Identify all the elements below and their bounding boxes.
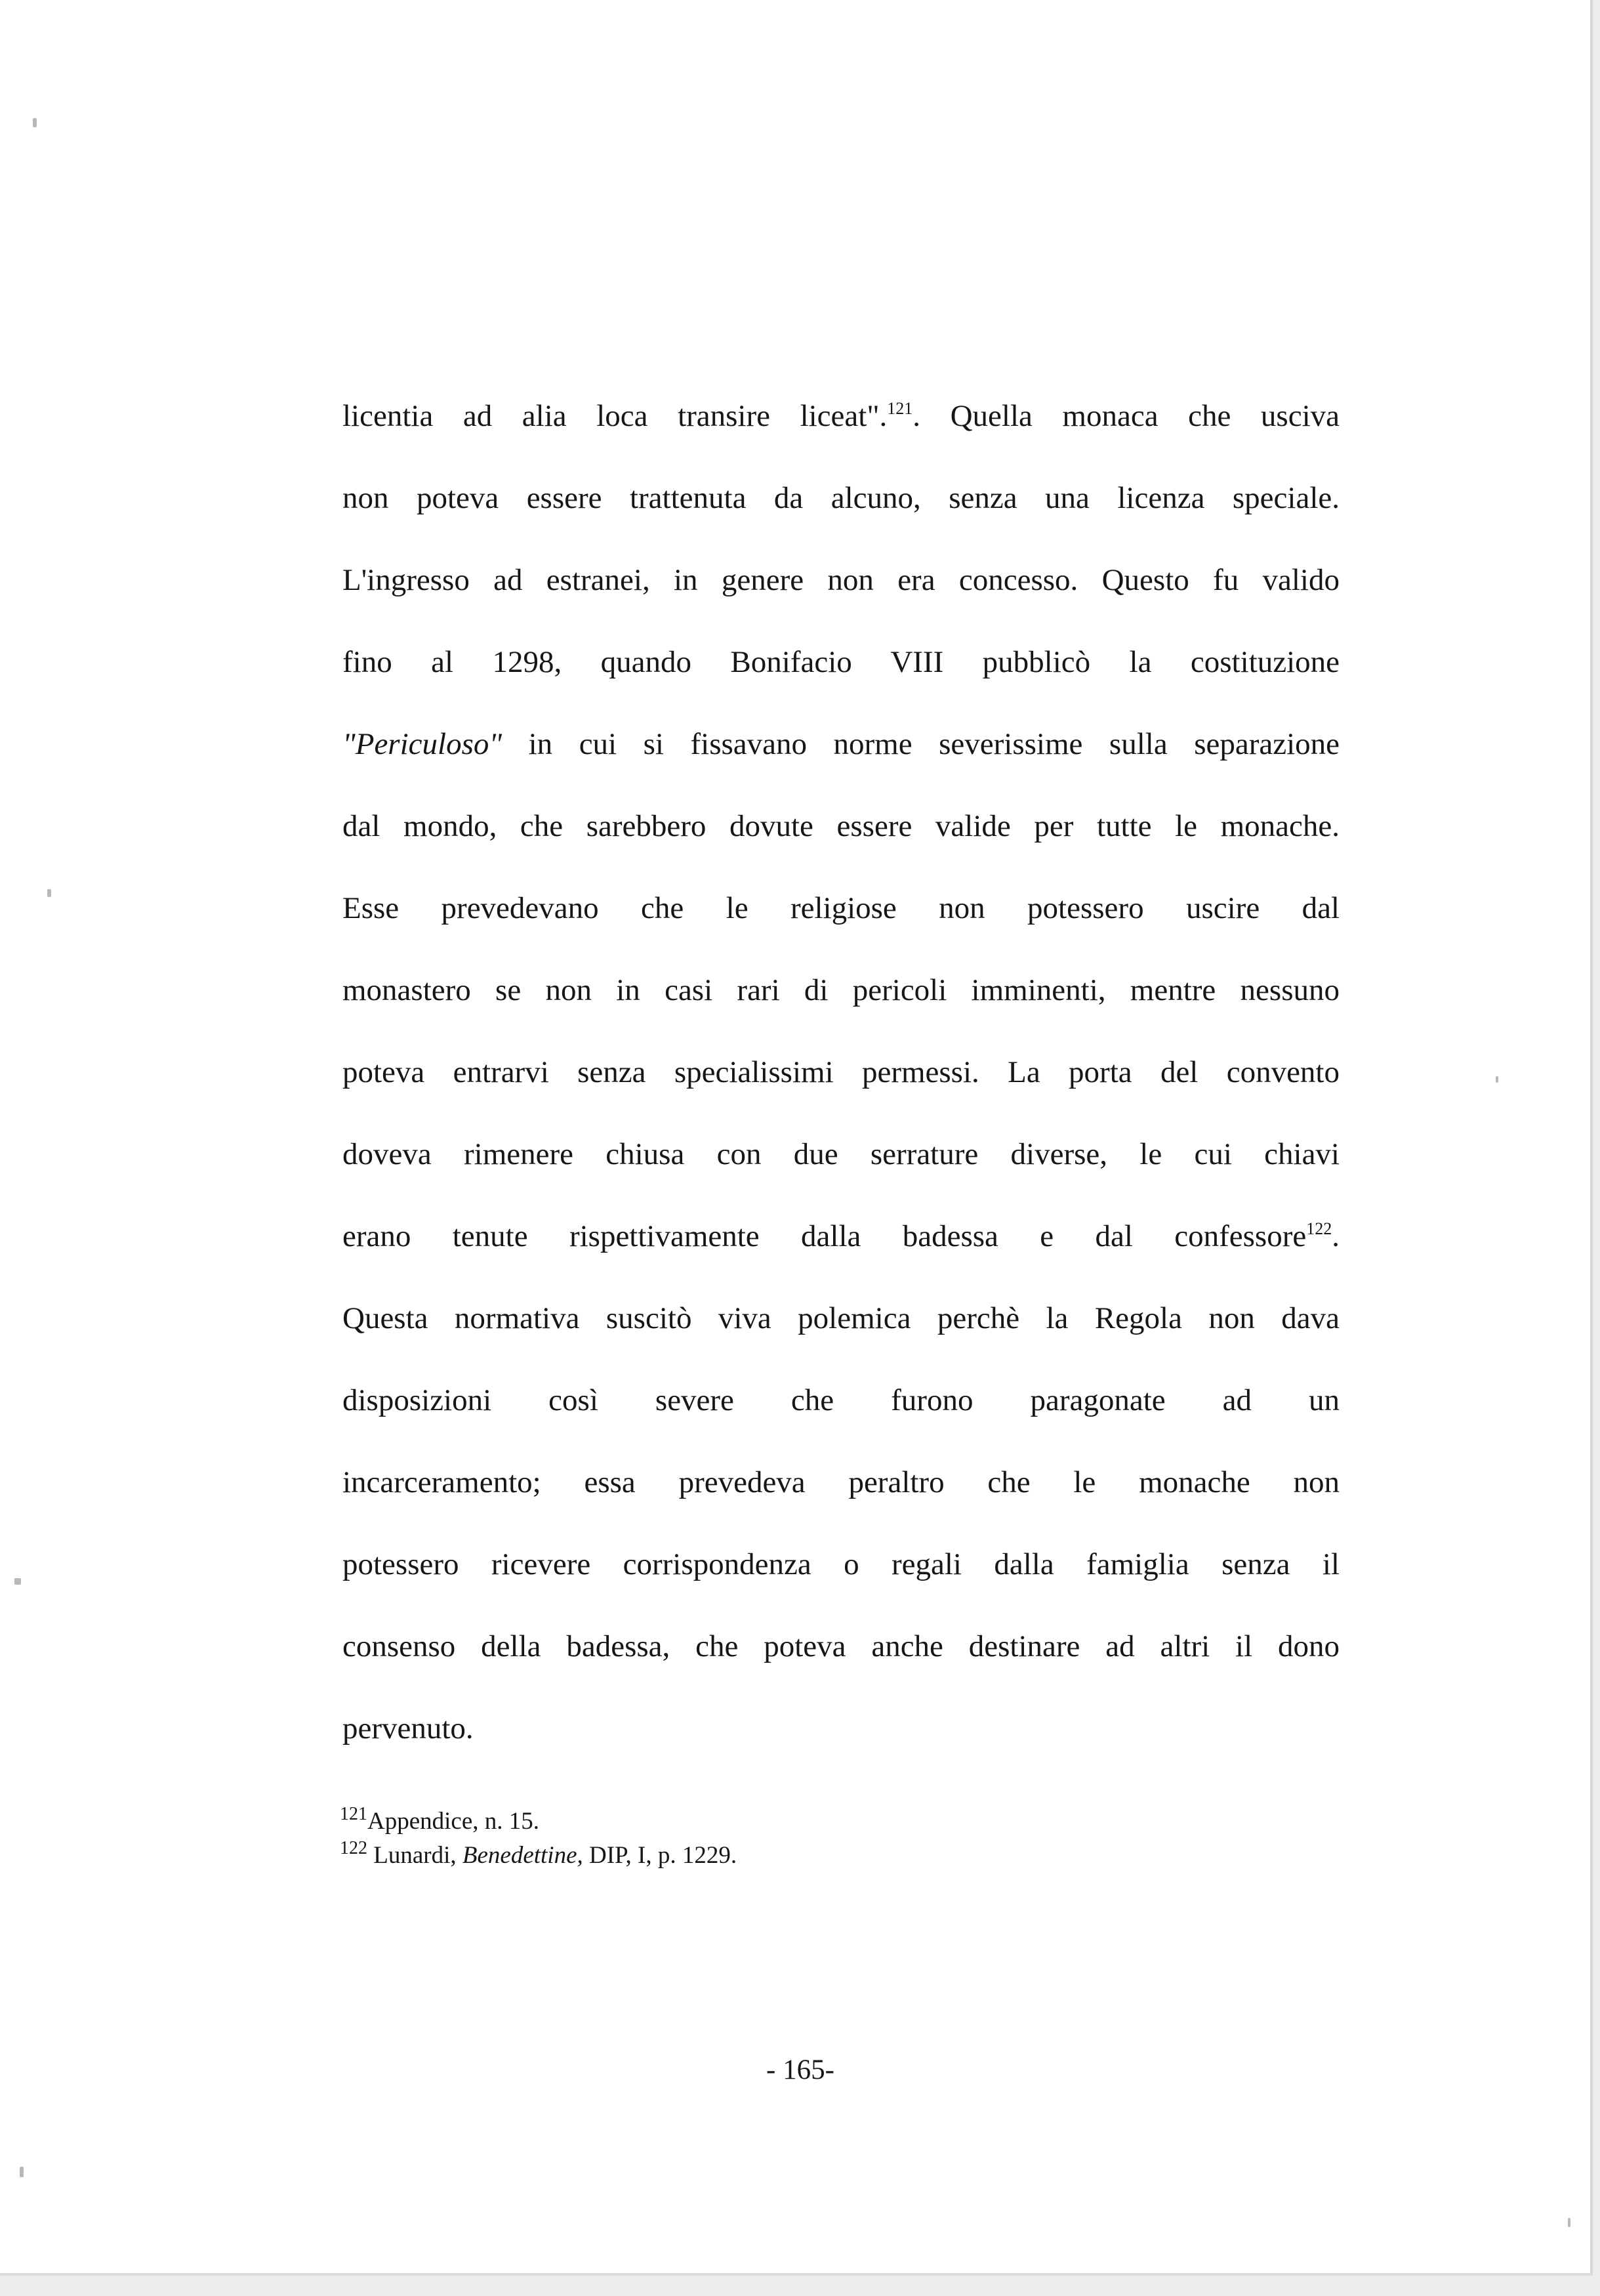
text-line <box>342 386 1340 468</box>
text-line: disposizioni così severe che furono paragonate ad un <box>342 1383 1340 1417</box>
text-line: monastero se non in casi rari di pericoli imminenti, mentre nessuno <box>342 973 1340 1007</box>
text-line: potessero ricevere corrispondenza o regali dalla famiglia senza il <box>342 1547 1340 1581</box>
text-line: doveva rimenere chiusa con due serrature diverse, le cui chiavi <box>342 1137 1340 1171</box>
footnote-ref-121: 121 <box>887 399 913 418</box>
text-line: fino al 1298, quando Bonifacio VIII pubblicò la costituzione <box>342 645 1340 679</box>
footnotes <box>340 1805 1127 1873</box>
text-line: Questa normativa suscitò viva polemica perchè la Regola non dava <box>342 1301 1340 1335</box>
footnote-ref-122: 122 <box>1306 1219 1332 1238</box>
scan-speck <box>47 889 51 897</box>
text-line: poteva entrarvi senza specialissimi permessi. La porta del convento <box>342 1055 1340 1089</box>
text-line: Esse prevedevano che le religiose non potessero uscire dal <box>342 891 1340 925</box>
scan-speck <box>1568 2218 1570 2227</box>
text-line <box>342 714 1340 796</box>
footnote-text: Lunardi, <box>367 1842 462 1869</box>
line-text: erano tenute rispettivamente dalla badessa e dal confessore <box>342 1219 1307 1253</box>
text-line: non poteva essere trattenuta da alcuno, senza una licenza speciale. <box>342 481 1340 515</box>
footnote-121 <box>340 1805 1127 1839</box>
footnote-text: DIP, I, p. 1229. <box>583 1842 737 1869</box>
scan-speck <box>14 1578 21 1585</box>
scan-speck <box>33 118 37 127</box>
text-line <box>342 1206 1340 1288</box>
footnote-122 <box>340 1839 1127 1873</box>
scan-speck <box>1496 1076 1498 1083</box>
scan-speck <box>20 2167 24 2177</box>
text-line: pervenuto. <box>342 1711 474 1745</box>
footnote-text: Appendice, n. 15. <box>367 1808 540 1835</box>
page-number: - 165- <box>766 2055 834 2085</box>
text-line: incarceramento; essa prevedeva peraltro che le monache non <box>342 1465 1340 1499</box>
line-text: in cui si fissavano norme severissime sulla separazione <box>502 727 1340 761</box>
body-text <box>342 386 1340 1780</box>
line-text: licentia ad alia loca transire liceat". <box>342 399 888 433</box>
italic-title: "Periculoso" <box>342 727 503 761</box>
text-line: L'ingresso ad estranei, in genere non era concesso. Questo fu valido <box>342 563 1340 597</box>
text-line: dal mondo, che sarebbero dovute essere valide per tutte le monache. <box>342 809 1340 843</box>
footnote-number: 122 <box>340 1838 367 1858</box>
line-text: . <box>1332 1219 1340 1253</box>
text-line: consenso della badessa, che poteva anche destinare ad altri il dono <box>342 1629 1340 1663</box>
footnote-italic-title: Benedettine, <box>462 1842 583 1869</box>
footnote-number: 121 <box>340 1804 367 1824</box>
line-text: . Quella monaca che usciva <box>913 399 1340 433</box>
